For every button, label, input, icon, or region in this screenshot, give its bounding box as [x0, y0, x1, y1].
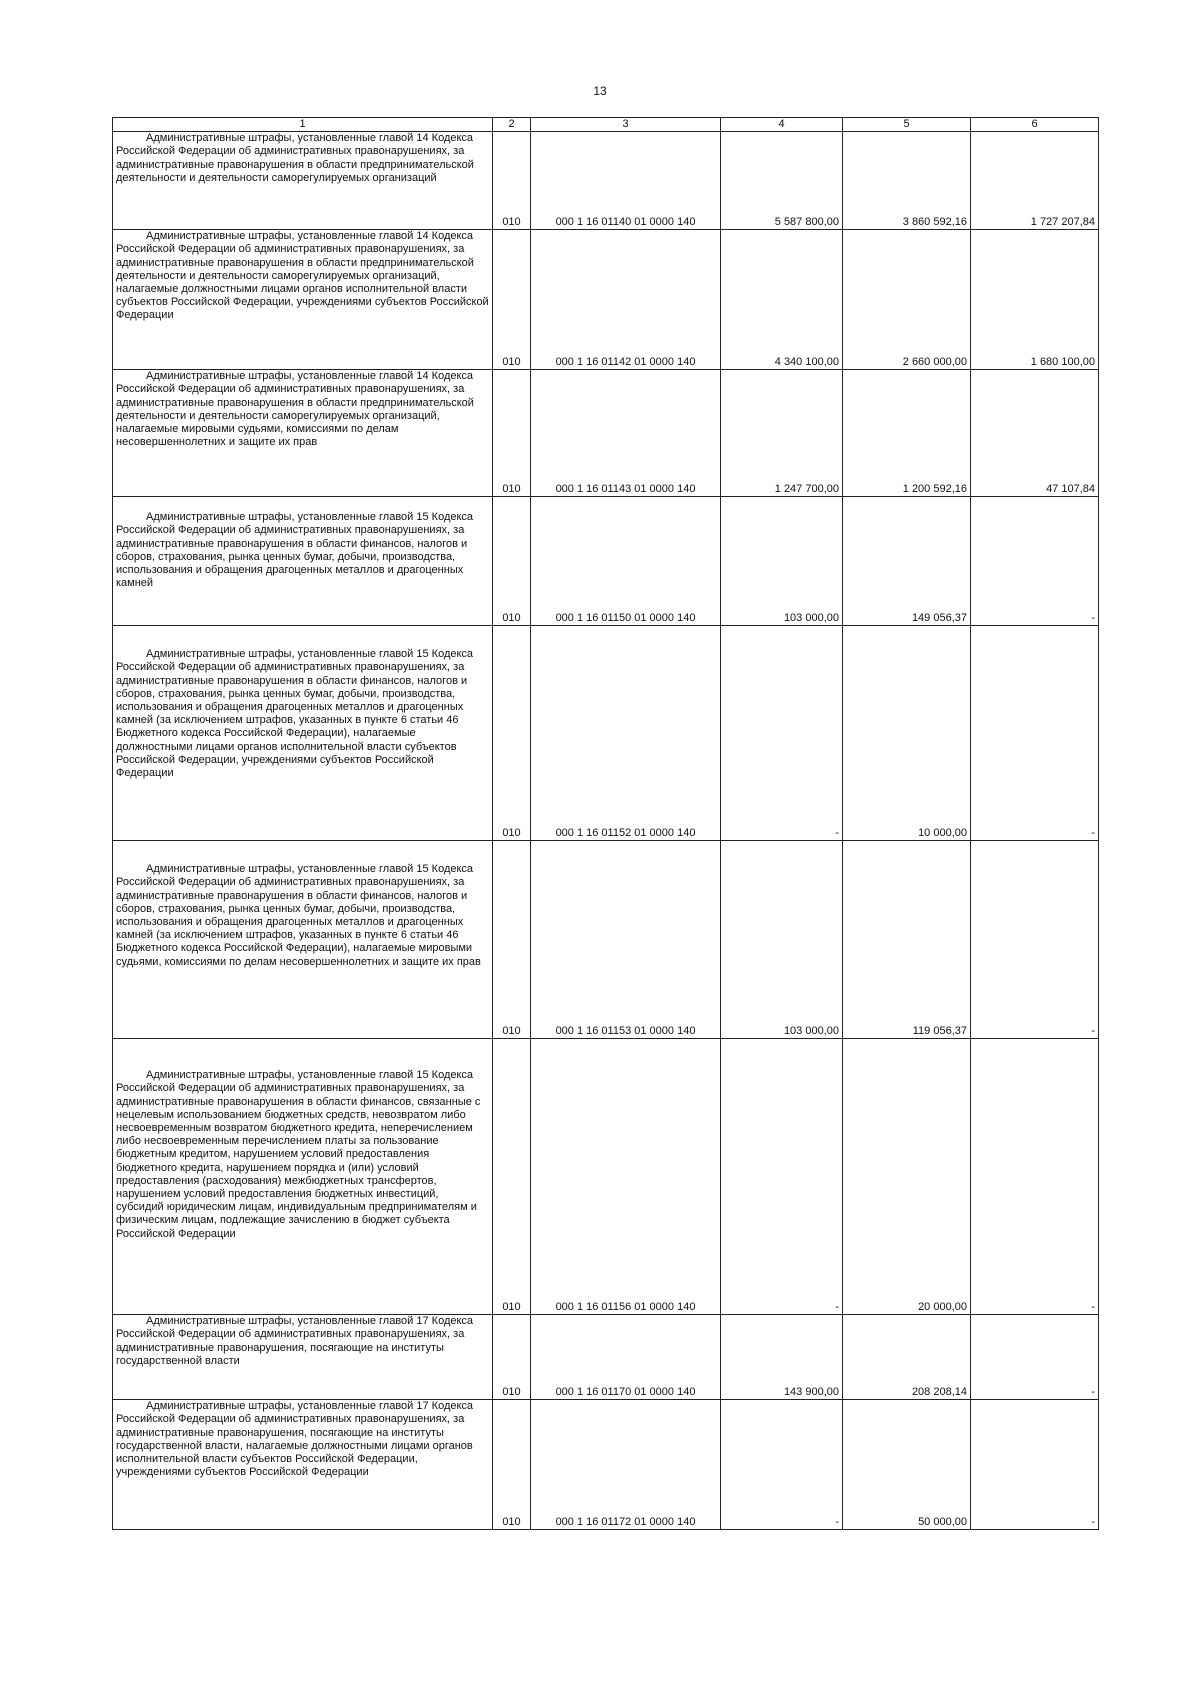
row-value-4: 103 000,00: [721, 497, 843, 626]
row-value-5: 1 200 592,16: [843, 370, 971, 497]
row-line-code: 010: [493, 626, 531, 841]
column-header-6: 6: [971, 118, 1099, 132]
row-value-6: -: [971, 1400, 1099, 1530]
table-row: [113, 626, 1099, 841]
row-value-5: 2 660 000,00: [843, 230, 971, 370]
row-value-6: -: [971, 1315, 1099, 1400]
row-value-5: 20 000,00: [843, 1039, 971, 1315]
row-value-4: -: [721, 1039, 843, 1315]
row-name: Административные штрафы, установленные главой 14 Кодекса Российской Федерации об административных правонарушениях, за административные правонарушения в области предпринимательской деятельности и деятельности саморегулируемых организаций: [113, 132, 493, 230]
row-name: Административные штрафы, установленные главой 15 Кодекса Российской Федерации об административных правонарушениях, за административные правонарушения в области финансов, налогов и сборов, страхования, рынка ценных бумаг, добычи, производства, использования и обращения драгоценных металлов и драгоценных камней (за исключением штрафов, указанных в пункте 6 статьи 46 Бюджетного кодекса Российской Федерации), налагаемые мировыми судьями, комиссиями по делам несовершеннолетних и защите их прав: [113, 841, 493, 1039]
row-value-4: 1 247 700,00: [721, 370, 843, 497]
row-kbk-code: 000 1 16 01172 01 0000 140: [531, 1400, 721, 1530]
row-value-6: 47 107,84: [971, 370, 1099, 497]
row-value-6: 1 727 207,84: [971, 132, 1099, 230]
row-line-code: 010: [493, 1315, 531, 1400]
budget-revenue-table: [112, 117, 1099, 1530]
row-kbk-code: 000 1 16 01152 01 0000 140: [531, 626, 721, 841]
row-line-code: 010: [493, 1039, 531, 1315]
row-line-code: 010: [493, 497, 531, 626]
row-line-code: 010: [493, 841, 531, 1039]
row-value-6: -: [971, 841, 1099, 1039]
row-line-code: 010: [493, 230, 531, 370]
row-kbk-code: 000 1 16 01170 01 0000 140: [531, 1315, 721, 1400]
row-kbk-code: 000 1 16 01140 01 0000 140: [531, 132, 721, 230]
table-row: [113, 1400, 1099, 1530]
row-name: Административные штрафы, установленные главой 15 Кодекса Российской Федерации об административных правонарушениях, за административные правонарушения в области финансов, налогов и сборов, страхования, рынка ценных бумаг, добычи, производства, использования и обращения драгоценных металлов и драгоценных камней: [113, 497, 493, 626]
row-value-4: 4 340 100,00: [721, 230, 843, 370]
row-name: Административные штрафы, установленные главой 14 Кодекса Российской Федерации об административных правонарушениях, за административные правонарушения в области предпринимательской деятельности и деятельности саморегулируемых организаций, налагаемые мировыми судьями, комиссиями по делам несовершеннолетних и защите их прав: [113, 370, 493, 497]
row-value-5: 50 000,00: [843, 1400, 971, 1530]
row-name: Административные штрафы, установленные главой 15 Кодекса Российской Федерации об административных правонарушениях, за административные правонарушения в области финансов, налогов и сборов, страхования, рынка ценных бумаг, добычи, производства, использования и обращения драгоценных металлов и драгоценных камней (за исключением штрафов, указанных в пункте 6 статьи 46 Бюджетного кодекса Российской Федерации), налагаемые должностными лицами органов исполнительной власти субъектов Российской Федерации, учреждениями субъектов Российской Федерации: [113, 626, 493, 841]
row-name: Административные штрафы, установленные главой 15 Кодекса Российской Федерации об административных правонарушениях, за административные правонарушения в области финансов, связанные с нецелевым использованием бюджетных средств, невозвратом либо несвоевременным возвратом бюджетного кредита, неперечислением либо несвоевременным перечислением платы за пользование бюджетным кредитом, нарушением условий предоставления бюджетного кредита, нарушением порядка и (или) условий предоставления (расходования) межбюджетных трансфертов, нарушением условий предоставления бюджетных инвестиций, субсидий юридическим лицам, индивидуальным предпринимателям и физическим лицам, подлежащие зачислению в бюджет субъекта Российской Федерации: [113, 1039, 493, 1315]
page-number: 13: [593, 84, 607, 98]
column-header-4: 4: [721, 118, 843, 132]
row-name: Административные штрафы, установленные главой 17 Кодекса Российской Федерации об административных правонарушениях, за административные правонарушения, посягающие на институты государственной власти, налагаемые должностными лицами органов исполнительной власти субъектов Российской Федерации, учреждениями субъектов Российской Федерации: [113, 1400, 493, 1530]
row-name: Административные штрафы, установленные главой 14 Кодекса Российской Федерации об административных правонарушениях, за административные правонарушения в области предпринимательской деятельности и деятельности саморегулируемых организаций, налагаемые должностными лицами органов исполнительной власти субъектов Российской Федерации, учреждениями субъектов Российской Федерации: [113, 230, 493, 370]
column-header-3: 3: [531, 118, 721, 132]
column-header-2: 2: [493, 118, 531, 132]
row-value-5: 208 208,14: [843, 1315, 971, 1400]
table-row: [113, 1039, 1099, 1315]
table-row: [113, 370, 1099, 497]
row-value-5: 149 056,37: [843, 497, 971, 626]
column-header-1: 1: [113, 118, 493, 132]
row-value-6: 1 680 100,00: [971, 230, 1099, 370]
row-line-code: 010: [493, 370, 531, 497]
table-row: [113, 1315, 1099, 1400]
row-value-5: 10 000,00: [843, 626, 971, 841]
row-value-4: 143 900,00: [721, 1315, 843, 1400]
row-kbk-code: 000 1 16 01143 01 0000 140: [531, 370, 721, 497]
row-value-6: -: [971, 497, 1099, 626]
row-value-6: -: [971, 626, 1099, 841]
column-number-header-row: [113, 118, 1099, 132]
table-row: [113, 497, 1099, 626]
row-value-4: -: [721, 1400, 843, 1530]
table-row: [113, 841, 1099, 1039]
row-value-4: -: [721, 626, 843, 841]
column-header-5: 5: [843, 118, 971, 132]
table-row: [113, 230, 1099, 370]
table-row: [113, 132, 1099, 230]
row-line-code: 010: [493, 1400, 531, 1530]
row-value-4: 5 587 800,00: [721, 132, 843, 230]
row-kbk-code: 000 1 16 01156 01 0000 140: [531, 1039, 721, 1315]
row-name: Административные штрафы, установленные главой 17 Кодекса Российской Федерации об административных правонарушениях, за административные правонарушения, посягающие на институты государственной власти: [113, 1315, 493, 1400]
row-line-code: 010: [493, 132, 531, 230]
row-value-5: 119 056,37: [843, 841, 971, 1039]
row-kbk-code: 000 1 16 01142 01 0000 140: [531, 230, 721, 370]
row-value-5: 3 860 592,16: [843, 132, 971, 230]
row-value-4: 103 000,00: [721, 841, 843, 1039]
row-kbk-code: 000 1 16 01153 01 0000 140: [531, 841, 721, 1039]
row-kbk-code: 000 1 16 01150 01 0000 140: [531, 497, 721, 626]
row-value-6: -: [971, 1039, 1099, 1315]
